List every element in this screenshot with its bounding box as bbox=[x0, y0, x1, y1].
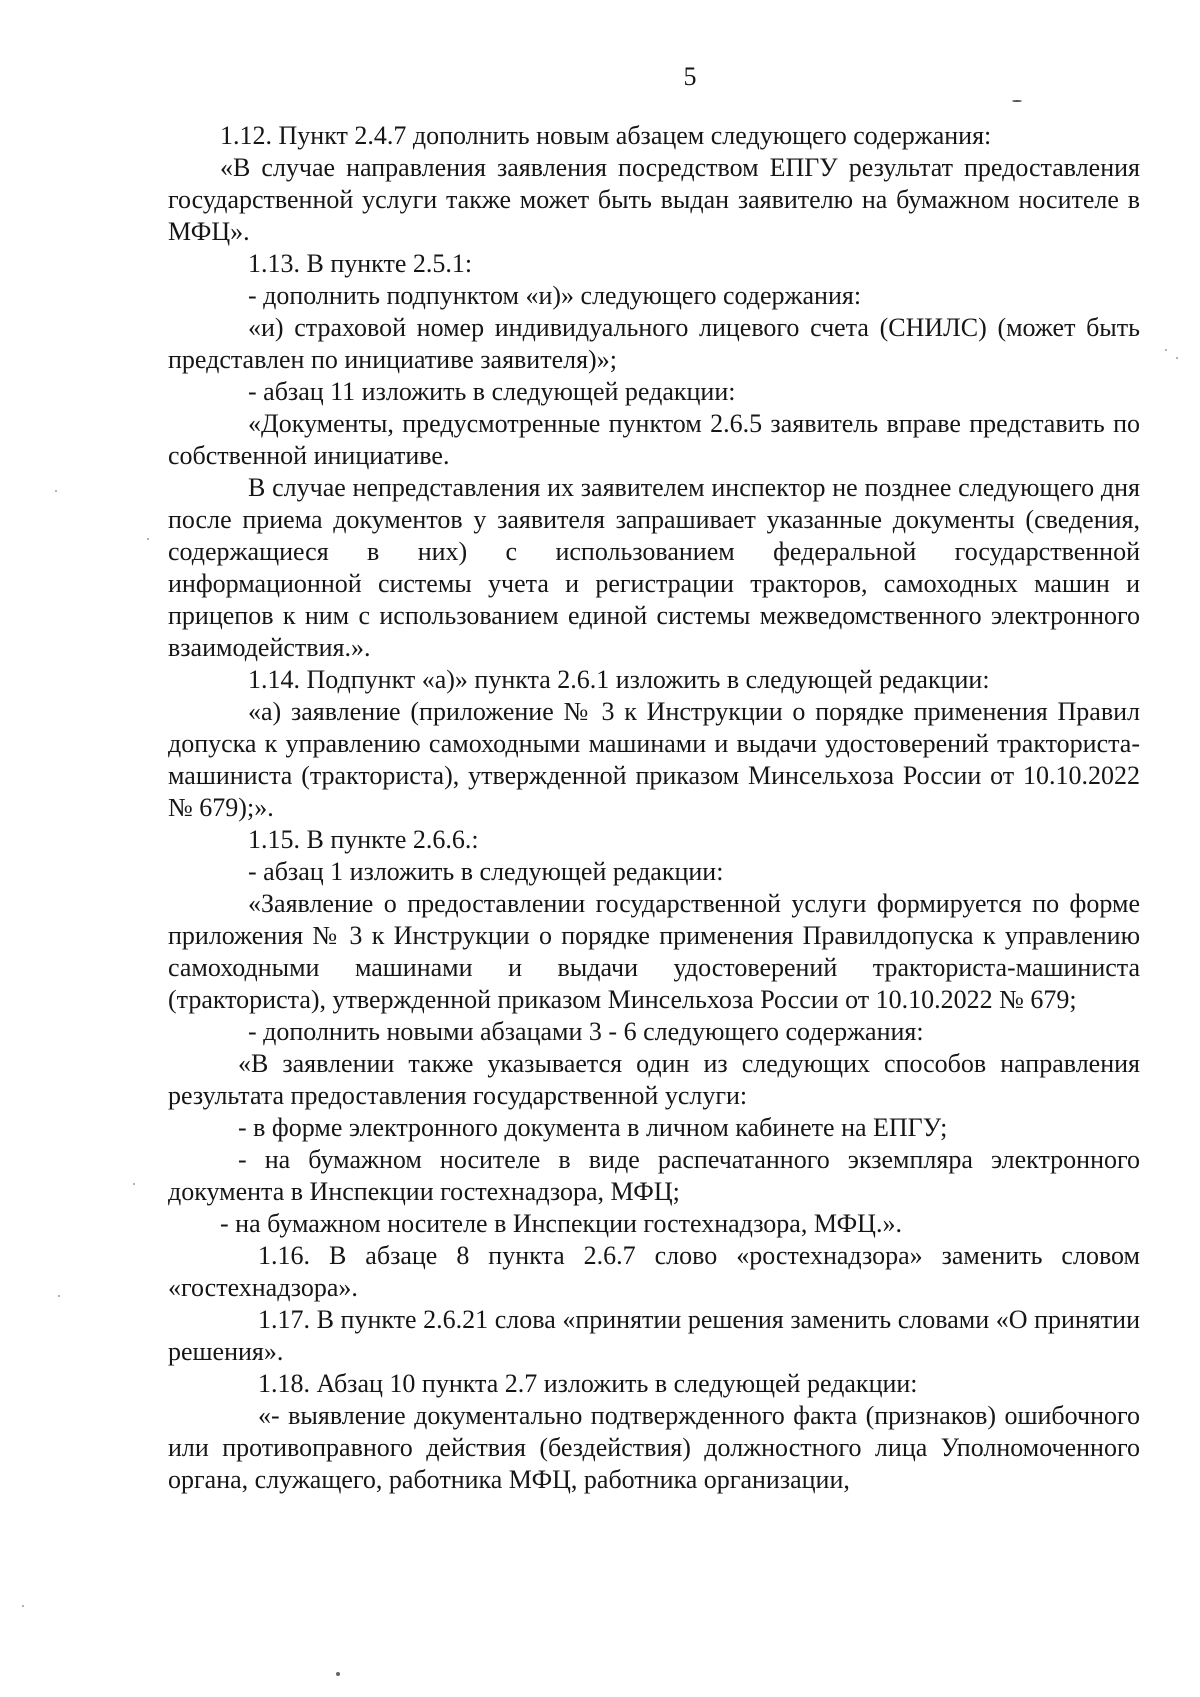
paragraph-1-15-item-a: - абзац 1 изложить в следующей редакции: bbox=[248, 857, 724, 886]
scan-speck bbox=[336, 1672, 340, 1676]
scan-speck bbox=[133, 1183, 135, 1185]
paragraph-1-13-non-submission: В случае непредставления их заявителем инспектор не позднее следующего дня после приема документов у заявителя запрашивает указанные документы (сведения, содержащиеся в них) с использованием федеральной государственной информационной системы учета и регистрации тракторов, самоходных машин и прицепов к ним с использованием единой системы межведомственного электронного взаимодействия.». bbox=[168, 473, 1140, 662]
paragraph-1-15-method-1: - в форме электронного документа в личном кабинете на ЕПГУ; bbox=[238, 1113, 948, 1142]
scan-speck bbox=[1176, 357, 1178, 359]
scan-speck bbox=[147, 538, 149, 540]
paragraph-1-13-documents: «Документы, предусмотренные пунктом 2.6.5 заявитель вправе представить по собственной инициативе. bbox=[168, 409, 1140, 470]
paragraph-1-13-snils: «и) страховой номер индивидуального лицевого счета (СНИЛС) (может быть представлен по инициативе заявителя)»; bbox=[168, 313, 1140, 374]
paragraph-1-15: 1.15. В пункте 2.6.6.: bbox=[248, 825, 479, 854]
paragraph-1-17: 1.17. В пункте 2.6.21 слова «принятии решения заменить словами «О принятии решения». bbox=[168, 1305, 1140, 1366]
paragraph-1-13-item-a: - дополнить подпунктом «и)» следующего содержания: bbox=[248, 281, 862, 310]
paragraph-1-13: 1.13. В пункте 2.5.1: bbox=[248, 249, 473, 278]
paragraph-1-18-quote: «- выявление документально подтвержденного факта (признаков) ошибочного или противоправного действия (бездействия) должностного лица Уполномоченного органа, служащего, работника МФЦ, работника организации, bbox=[168, 1401, 1140, 1494]
paragraph-1-12-quote: «В случае направления заявления посредством ЕПГУ результат предоставления государственной услуги также может быть выдан заявителю на бумажном носителе в МФЦ». bbox=[168, 153, 1140, 246]
scan-speck bbox=[55, 490, 57, 492]
paragraph-1-15-method-3: - на бумажном носителе в Инспекции гостехнадзора, МФЦ.». bbox=[220, 1209, 902, 1238]
page-number bbox=[0, 62, 1200, 92]
paragraph-1-14: 1.14. Подпункт «а)» пункта 2.6.1 изложить в следующей редакции: bbox=[248, 665, 990, 694]
scan-speck bbox=[58, 1295, 60, 1297]
paragraph-1-15-item-b: - дополнить новыми абзацами 3 - 6 следующего содержания: bbox=[248, 1017, 924, 1046]
page-number-text: 5 bbox=[683, 62, 697, 91]
scan-speck bbox=[1012, 100, 1022, 102]
paragraph-1-15-application: «Заявление о предоставлении государственной услуги формируется по форме приложения № 3 к Инструкции о порядке применения Правилдопуска к управлению самоходными машинами и выдачи удостоверений тракториста-машиниста (тракториста), утвержденной приказом Минсельхоза России от 10.10.2022 № 679; bbox=[168, 889, 1140, 1014]
document-body bbox=[168, 120, 1140, 1496]
paragraph-1-15-methods: «В заявлении также указывается один из следующих способов направления результата предоставления государственной услуги: bbox=[168, 1049, 1140, 1110]
paragraph-1-15-method-2: - на бумажном носителе в виде распечатанного экземпляра электронного документа в Инспекции гостехнадзора, МФЦ; bbox=[168, 1145, 1140, 1206]
paragraph-1-13-item-b: - абзац 11 изложить в следующей редакции: bbox=[248, 377, 736, 406]
paragraph-1-18: 1.18. Абзац 10 пункта 2.7 изложить в следующей редакции: bbox=[258, 1369, 918, 1398]
paragraph-1-12: 1.12. Пункт 2.4.7 дополнить новым абзацем следующего содержания: bbox=[220, 121, 992, 150]
paragraph-1-16: 1.16. В абзаце 8 пункта 2.6.7 слово «ростехнадзора» заменить словом «гостехнадзора». bbox=[168, 1241, 1140, 1302]
scan-speck bbox=[22, 1605, 24, 1607]
scan-speck bbox=[1165, 349, 1167, 351]
paragraph-1-14-quote: «а) заявление (приложение № 3 к Инструкции о порядке применения Правил допуска к управлению самоходными машинами и выдачи удостоверений тракториста-машиниста (тракториста), утвержденной приказом Минсельхоза России от 10.10.2022 № 679);». bbox=[168, 697, 1140, 822]
